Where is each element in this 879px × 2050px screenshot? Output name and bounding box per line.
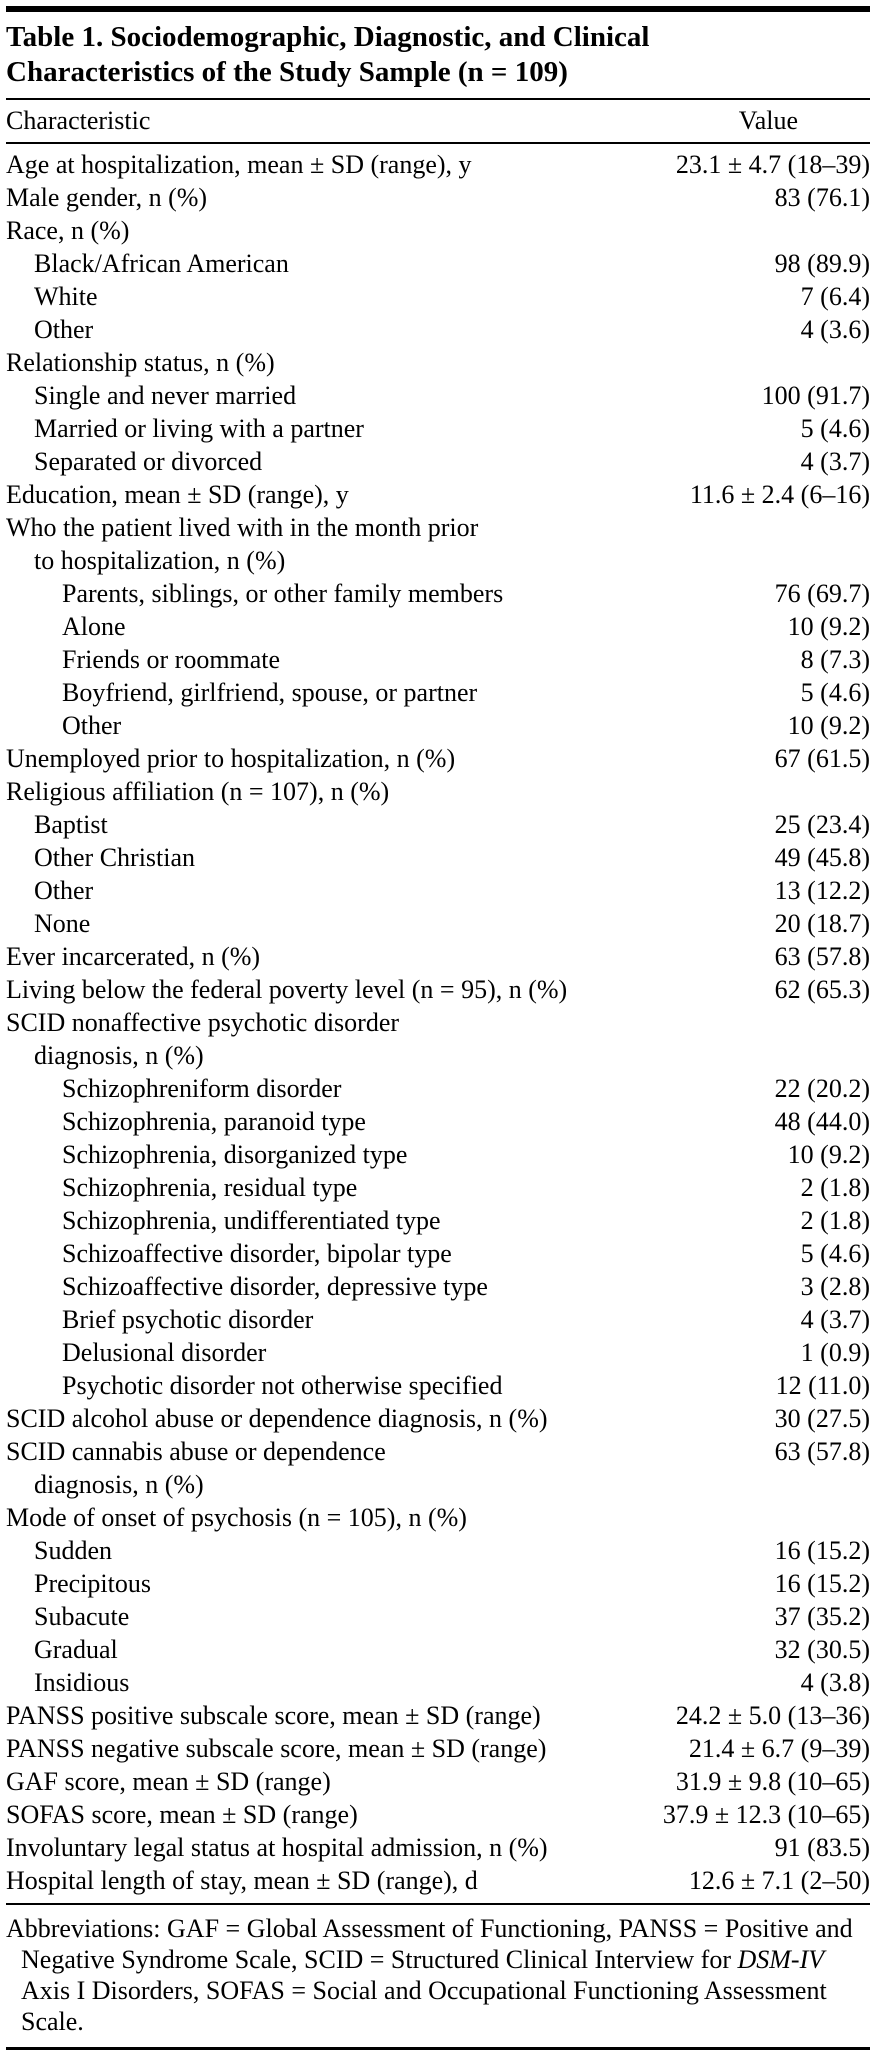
table-row <box>6 775 870 808</box>
table-row <box>6 1600 870 1633</box>
table-title <box>6 18 870 98</box>
table-row <box>6 313 870 346</box>
characteristic-cell: SCID alcohol abuse or dependence diagnosis, n (%) <box>6 1404 548 1433</box>
table-row <box>6 577 870 610</box>
value-cell: 4 (3.7) <box>800 447 870 476</box>
value-cell: 7 (6.4) <box>800 282 870 311</box>
table-row <box>6 610 870 643</box>
characteristic-cell: Alone <box>62 612 126 641</box>
table-footnote <box>6 1905 870 2047</box>
table-row <box>6 808 870 841</box>
value-cell: 23.1 ± 4.7 (18–39) <box>675 150 870 179</box>
characteristic-cell: PANSS negative subscale score, mean ± SD (range) <box>6 1734 547 1763</box>
characteristic-cell: Schizophrenia, undifferentiated type <box>62 1206 441 1235</box>
footnote-segment: Abbreviations: GAF = Global Assessment of Functioning, PANSS = Positive and Negative Syndrome Scale, SCID = Structured Clinical Interview for <box>6 1914 853 1974</box>
characteristic-cell: Other <box>62 711 122 740</box>
characteristic-cell: None <box>34 909 91 938</box>
value-cell: 5 (4.6) <box>800 678 870 707</box>
table-row <box>6 247 870 280</box>
table-row <box>6 1633 870 1666</box>
value-cell: 11.6 ± 2.4 (6–16) <box>689 480 870 509</box>
value-cell: 25 (23.4) <box>774 810 870 839</box>
value-cell: 10 (9.2) <box>787 1140 870 1169</box>
value-cell: 20 (18.7) <box>774 909 870 938</box>
table-row <box>6 511 870 577</box>
characteristic-cell: Boyfriend, girlfriend, spouse, or partner <box>62 678 478 707</box>
value-cell: 4 (3.6) <box>800 315 870 344</box>
table-row <box>6 181 870 214</box>
column-header-row <box>6 100 870 142</box>
characteristic-cell: Baptist <box>34 810 108 839</box>
table-row <box>6 676 870 709</box>
value-cell: 5 (4.6) <box>800 1239 870 1268</box>
table-row <box>6 280 870 313</box>
value-cell: 63 (57.8) <box>774 942 870 971</box>
value-cell: 2 (1.8) <box>800 1173 870 1202</box>
characteristic-cell: Other <box>34 876 94 905</box>
table-row <box>6 1699 870 1732</box>
table-row <box>6 742 870 775</box>
value-cell: 5 (4.6) <box>800 414 870 443</box>
characteristic-cell: Ever incarcerated, n (%) <box>6 942 261 971</box>
characteristic-cell: Schizophrenia, paranoid type <box>62 1107 366 1136</box>
value-cell: 100 (91.7) <box>761 381 870 410</box>
characteristic-cell: Education, mean ± SD (range), y <box>6 480 349 509</box>
characteristic-cell: Black/African American <box>34 249 289 278</box>
value-cell: 62 (65.3) <box>774 975 870 1004</box>
value-cell: 16 (15.2) <box>774 1569 870 1598</box>
value-cell: 67 (61.5) <box>774 744 870 773</box>
characteristic-cell: Separated or divorced <box>34 447 263 476</box>
characteristic-cell: Schizoaffective disorder, bipolar type <box>62 1239 452 1268</box>
characteristic-cell: Male gender, n (%) <box>6 183 208 212</box>
value-cell: 1 (0.9) <box>800 1338 870 1367</box>
characteristic-cell: Schizoaffective disorder, depressive type <box>62 1272 488 1301</box>
table-row <box>6 1369 870 1402</box>
value-cell: 63 (57.8) <box>774 1437 870 1466</box>
characteristic-cell: SOFAS score, mean ± SD (range) <box>6 1800 358 1829</box>
value-cell: 10 (9.2) <box>787 612 870 641</box>
value-cell: 83 (76.1) <box>774 183 870 212</box>
characteristic-cell: Brief psychotic disorder <box>62 1305 314 1334</box>
table-row <box>6 379 870 412</box>
value-cell: 98 (89.9) <box>774 249 870 278</box>
table-title-line-1: Table 1. Sociodemographic, Diagnostic, and Clinical <box>6 21 650 53</box>
value-cell: 76 (69.7) <box>774 579 870 608</box>
characteristic-cell: SCID nonaffective psychotic disorder diagnosis, n (%) <box>6 1008 400 1070</box>
table-row <box>6 1831 870 1864</box>
characteristic-cell: PANSS positive subscale score, mean ± SD (range) <box>6 1701 541 1730</box>
value-cell: 2 (1.8) <box>800 1206 870 1235</box>
characteristic-cell: Precipitous <box>34 1569 151 1598</box>
table-row <box>6 148 870 181</box>
table-row <box>6 1072 870 1105</box>
table-row <box>6 973 870 1006</box>
table-row <box>6 1765 870 1798</box>
value-cell: 22 (20.2) <box>774 1074 870 1103</box>
value-cell: 4 (3.7) <box>800 1305 870 1334</box>
table-title-line-2: Characteristics of the Study Sample (n = 109) <box>6 56 568 88</box>
characteristic-cell: Gradual <box>34 1635 118 1664</box>
top-rule <box>6 6 870 12</box>
table-row <box>6 940 870 973</box>
characteristic-cell: Subacute <box>34 1602 130 1631</box>
table-row <box>6 1204 870 1237</box>
table-row <box>6 1402 870 1435</box>
value-column-header: Value <box>738 106 798 135</box>
characteristic-cell: Involuntary legal status at hospital admission, n (%) <box>6 1833 548 1862</box>
value-cell: 91 (83.5) <box>774 1833 870 1862</box>
table-row <box>6 1138 870 1171</box>
characteristic-cell: Age at hospitalization, mean ± SD (range), y <box>6 150 472 179</box>
characteristic-cell: Single and never married <box>34 381 297 410</box>
table-row <box>6 1435 870 1501</box>
table-row <box>6 1006 870 1072</box>
table-row <box>6 1864 870 1897</box>
characteristic-cell: Hospital length of stay, mean ± SD (range), d <box>6 1866 478 1895</box>
table-row <box>6 643 870 676</box>
table-row <box>6 412 870 445</box>
table-row <box>6 1534 870 1567</box>
characteristic-cell: Relationship status, n (%) <box>6 348 275 377</box>
table-row <box>6 841 870 874</box>
table-row <box>6 1798 870 1831</box>
table-row <box>6 907 870 940</box>
table-row <box>6 874 870 907</box>
characteristic-cell: Race, n (%) <box>6 216 130 245</box>
table-rows <box>6 144 870 1903</box>
value-cell: 32 (30.5) <box>774 1635 870 1664</box>
value-cell: 37 (35.2) <box>774 1602 870 1631</box>
characteristic-cell: Religious affiliation (n = 107), n (%) <box>6 777 390 806</box>
value-cell: 3 (2.8) <box>800 1272 870 1301</box>
table-row <box>6 1270 870 1303</box>
table-row <box>6 1303 870 1336</box>
table-row <box>6 346 870 379</box>
value-cell: 37.9 ± 12.3 (10–65) <box>662 1800 870 1829</box>
value-cell: 21.4 ± 6.7 (9–39) <box>688 1734 870 1763</box>
characteristic-cell: Other Christian <box>34 843 196 872</box>
characteristic-cell: Other <box>34 315 94 344</box>
characteristic-cell: Parents, siblings, or other family members <box>62 579 504 608</box>
value-cell: 13 (12.2) <box>774 876 870 905</box>
value-cell: 49 (45.8) <box>774 843 870 872</box>
characteristic-cell: Sudden <box>34 1536 112 1565</box>
characteristic-cell: Schizophrenia, residual type <box>62 1173 358 1202</box>
value-cell: 24.2 ± 5.0 (13–36) <box>675 1701 870 1730</box>
characteristic-cell: Married or living with a partner <box>34 414 364 443</box>
table-row <box>6 214 870 247</box>
value-cell: 31.9 ± 9.8 (10–65) <box>675 1767 870 1796</box>
value-cell: 12.6 ± 7.1 (2–50) <box>688 1866 870 1895</box>
table-row <box>6 1237 870 1270</box>
table-row <box>6 1501 870 1534</box>
table-row <box>6 478 870 511</box>
table-row <box>6 1732 870 1765</box>
value-cell: 12 (11.0) <box>775 1371 870 1400</box>
characteristic-cell: Delusional disorder <box>62 1338 267 1367</box>
footnote-italic-segment: DSM-IV <box>737 1945 825 1974</box>
characteristic-cell: White <box>34 282 98 311</box>
footnote-segment: Axis I Disorders, SOFAS = Social and Occupational Functioning Assessment Scale. <box>21 1976 827 2036</box>
value-cell: 10 (9.2) <box>787 711 870 740</box>
characteristic-cell: Who the patient lived with in the month prior to hospitalization, n (%) <box>6 513 479 575</box>
characteristic-cell: Friends or roommate <box>62 645 281 674</box>
table-row <box>6 445 870 478</box>
characteristic-cell: Living below the federal poverty level (n = 95), n (%) <box>6 975 568 1004</box>
value-cell: 8 (7.3) <box>800 645 870 674</box>
characteristic-cell: Unemployed prior to hospitalization, n (%) <box>6 744 456 773</box>
table-row <box>6 1336 870 1369</box>
characteristic-column-header: Characteristic <box>6 106 151 135</box>
value-cell: 16 (15.2) <box>774 1536 870 1565</box>
table-row <box>6 1567 870 1600</box>
characteristic-cell: Schizophreniform disorder <box>62 1074 342 1103</box>
characteristic-cell: Schizophrenia, disorganized type <box>62 1140 408 1169</box>
characteristic-cell: Insidious <box>34 1668 130 1697</box>
table-row <box>6 1666 870 1699</box>
table-row <box>6 1171 870 1204</box>
characteristic-cell: SCID cannabis abuse or dependence diagnosis, n (%) <box>6 1437 386 1499</box>
value-cell: 30 (27.5) <box>774 1404 870 1433</box>
characteristic-cell: Psychotic disorder not otherwise specified <box>62 1371 503 1400</box>
characteristic-cell: Mode of onset of psychosis (n = 105), n (%) <box>6 1503 467 1532</box>
characteristic-cell: GAF score, mean ± SD (range) <box>6 1767 331 1796</box>
value-cell: 48 (44.0) <box>774 1107 870 1136</box>
table-row <box>6 709 870 742</box>
table-row <box>6 1105 870 1138</box>
value-cell: 4 (3.8) <box>800 1668 870 1697</box>
